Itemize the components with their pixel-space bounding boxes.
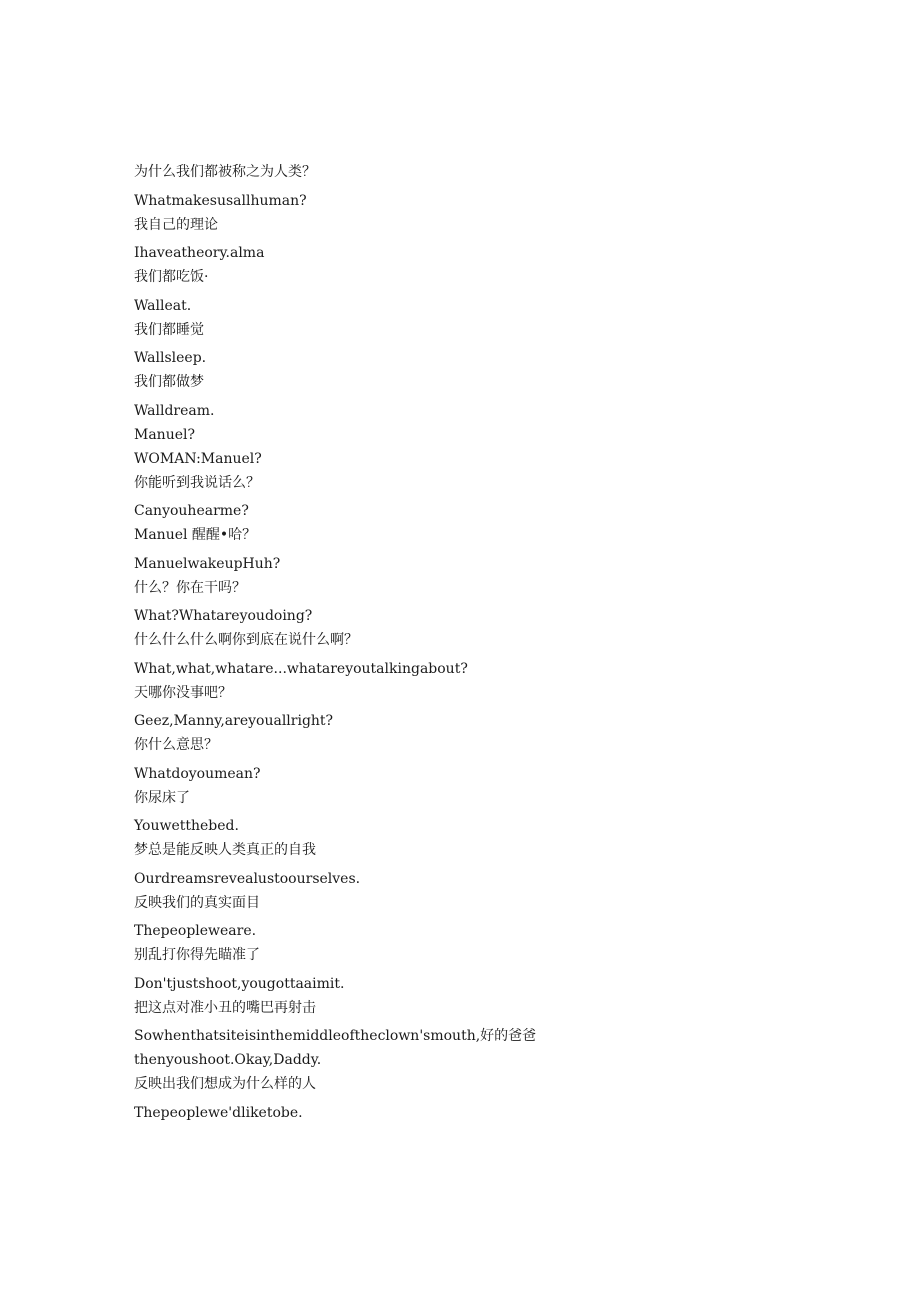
english-subtitle-line: Sowhenthatsiteisinthemiddleoftheclown'smouth,好的爸爸 [134, 1028, 537, 1044]
chinese-subtitle-line: Manuel 醒醒•哈？ [134, 527, 257, 543]
english-subtitle-line: Geez,Manny,areyouallright? [134, 713, 334, 729]
english-subtitle-line: Walleat. [134, 297, 192, 314]
english-subtitle-line: Don'tjustshoot,yougottaaimit. [134, 975, 345, 992]
english-subtitle-line: Youwetthebed. [134, 818, 239, 834]
subtitle-text-block [134, 160, 774, 1125]
chinese-subtitle-line: 我自己的理论 [134, 216, 218, 233]
chinese-subtitle-line: 你尿床了 [134, 789, 190, 806]
chinese-subtitle-line: 反映我们的真实面目 [134, 894, 260, 911]
chinese-subtitle-line: 反映出我们想成为什么样的人 [134, 1076, 316, 1092]
chinese-subtitle-line: 什么什么什么啊你到底在说什么啊？ [134, 632, 358, 648]
chinese-subtitle-line: 天哪你没事吧？ [134, 684, 232, 701]
chinese-subtitle-line: 别乱打你得先瞄准了 [134, 947, 260, 963]
english-subtitle-line: Ihaveatheory.alma [134, 245, 265, 261]
chinese-subtitle-line: 什么？你在干吗？ [134, 579, 246, 596]
english-subtitle-line: Manuel? [134, 426, 195, 443]
chinese-subtitle-line: 梦总是能反映人类真正的自我 [134, 842, 316, 858]
english-subtitle-line: What?Whatareyoudoing? [134, 608, 313, 624]
english-subtitle-line: ManuelwakeupHuh? [134, 555, 281, 572]
english-subtitle-line: WOMAN:Manuel? [134, 450, 262, 467]
english-subtitle-line: Whatdoyoumean? [134, 765, 261, 782]
english-subtitle-line: Canyouhearme? [134, 503, 249, 519]
chinese-subtitle-line: 把这点对准小丑的嘴巴再射击 [134, 999, 316, 1016]
chinese-subtitle-line: 我们都睡觉 [134, 321, 204, 338]
chinese-subtitle-line: 你能听到我说话么？ [134, 474, 260, 491]
english-subtitle-line: Walldream. [134, 402, 215, 419]
chinese-subtitle-line: 你什么意思？ [134, 737, 218, 753]
english-subtitle-line: Ourdreamsrevealustoourselves. [134, 870, 361, 887]
english-subtitle-line: Wallsleep. [134, 350, 207, 366]
chinese-subtitle-line: 我们都吃饭· [134, 269, 209, 285]
english-subtitle-line: Whatmakesusallhuman? [134, 192, 307, 209]
english-subtitle-line: Thepeoplewe'dliketobe. [134, 1104, 303, 1121]
english-subtitle-line: Thepeopleweare. [134, 923, 257, 939]
chinese-subtitle-line: 我们都做梦 [134, 374, 204, 390]
english-subtitle-line: thenyoushoot.Okay,Daddy. [134, 1052, 322, 1068]
english-subtitle-line: What,what,whatare...whatareyoutalkingabout? [134, 660, 468, 677]
chinese-subtitle-line: 为什么我们都被称之为人类？ [134, 164, 316, 180]
